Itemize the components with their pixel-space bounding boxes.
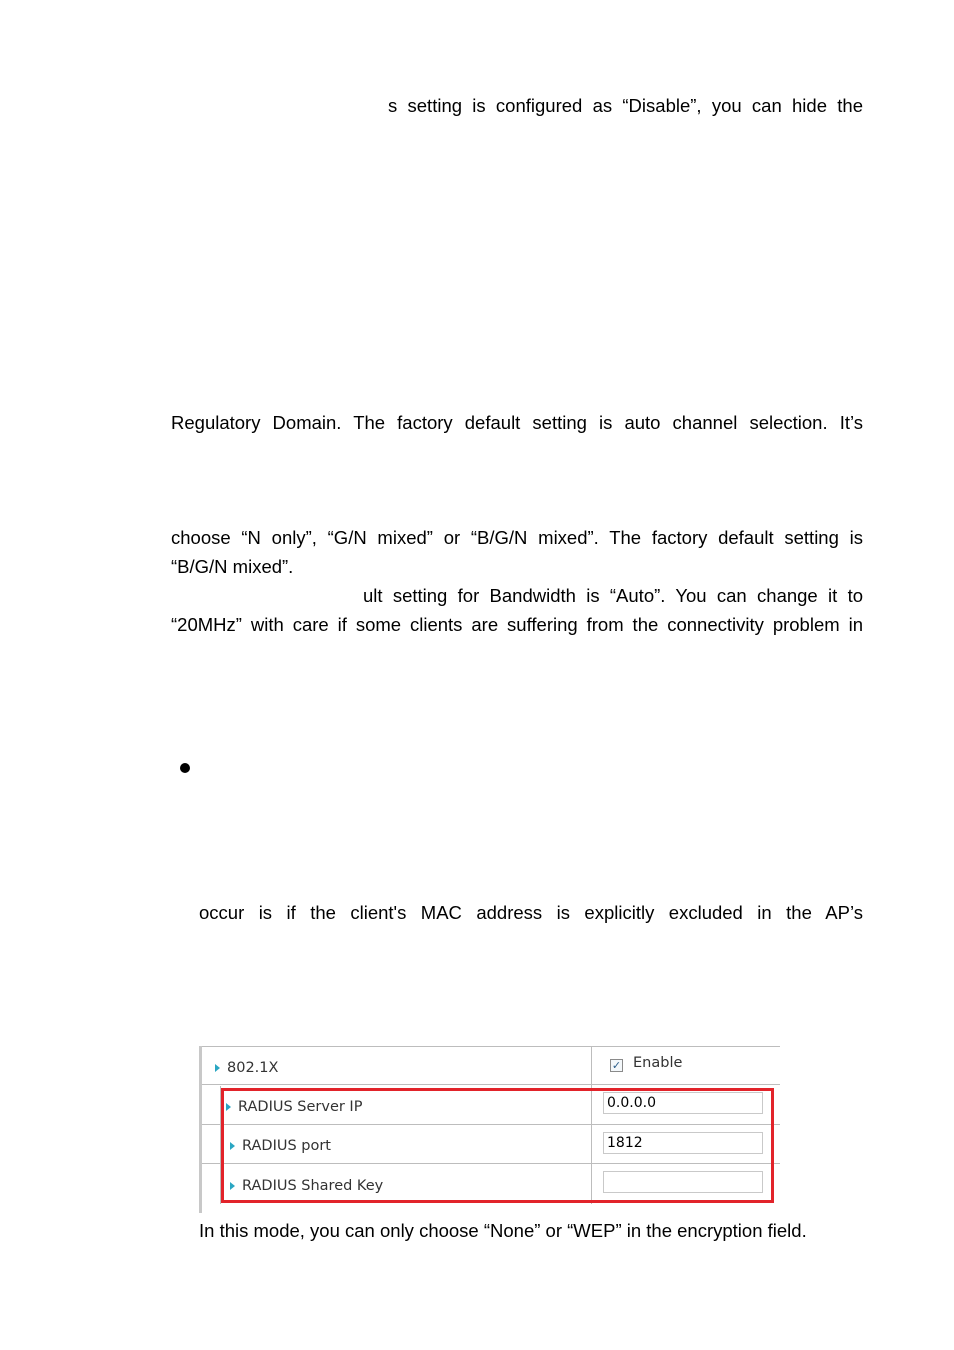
row-divider [202,1084,780,1085]
paragraph-line-4: “B/G/N mixed”. [171,556,294,577]
paragraph-line-5: ult setting for Bandwidth is “Auto”. You can change it to [363,585,863,606]
row-802-1x-label [215,1060,278,1076]
row-radius-shared-key-label [230,1178,383,1194]
paragraph-line-6: “20MHz” with care if some clients are suffering from the connectivity problem in [171,614,863,635]
paragraph-line-3: choose “N only”, “G/N mixed” or “B/G/N mixed”. The factory default setting is [171,527,863,548]
column-divider [591,1046,592,1204]
arrow-right-icon [230,1182,235,1190]
checkbox-label-enable: Enable [633,1055,683,1071]
radius-port-input[interactable]: 1812 [603,1132,763,1154]
arrow-right-icon [226,1103,231,1111]
row-divider [202,1046,780,1047]
row-radius-port-label [230,1138,331,1154]
paragraph-line-7: occur is if the client's MAC address is explicitly excluded in the AP’s [199,902,863,923]
panel-left-border [199,1046,202,1213]
paragraph-line-8: In this mode, you can only choose “None” or “WEP” in the encryption field. [199,1220,807,1241]
radius-shared-key-input[interactable] [603,1171,763,1193]
row-divider [202,1163,780,1164]
row-radius-server-ip-label [226,1099,362,1115]
label-radius-server-ip: RADIUS Server IP [238,1099,363,1115]
label-radius-port: RADIUS port [242,1138,331,1154]
row-divider [202,1124,780,1125]
arrow-right-icon [230,1142,235,1150]
paragraph-line-2: Regulatory Domain. The factory default setting is auto channel selection. It’s [171,412,863,433]
arrow-right-icon [215,1064,220,1072]
enable-802-1x-checkbox[interactable]: ✓ [611,1059,622,1072]
bullet-point [180,763,190,773]
label-radius-shared-key: RADIUS Shared Key [242,1178,384,1194]
label-802-1x: 802.1X [227,1060,279,1076]
paragraph-line-1: s setting is configured as “Disable”, you can hide the [388,95,863,116]
radius-server-ip-input[interactable]: 0.0.0.0 [603,1092,763,1114]
radius-settings-panel [199,1046,780,1213]
indent-divider [220,1086,221,1204]
